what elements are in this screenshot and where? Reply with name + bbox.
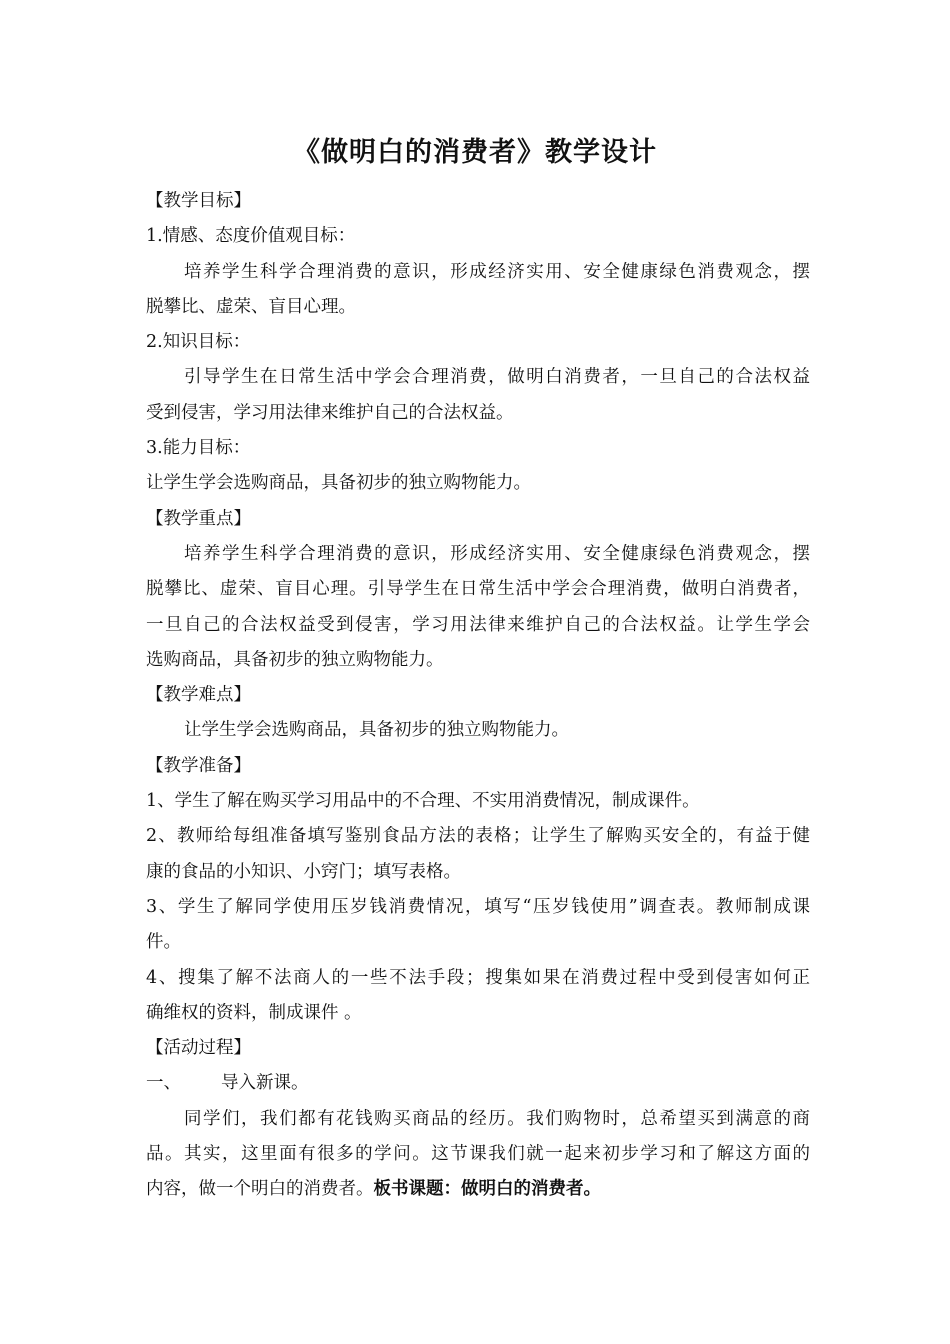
heading-activity-process: 【活动过程】 bbox=[146, 1038, 251, 1059]
goal-3-heading: 3.能力目标： bbox=[146, 438, 251, 459]
intro-line-3 bbox=[146, 1172, 810, 1207]
key-points-line-1: 培养学生科学合理消费的意识，形成经济实用、安全健康绿色消费观念，摆 bbox=[184, 543, 810, 564]
key-points-line-2: 脱攀比、虚荣、盲目心理。引导学生在日常生活中学会合理消费，做明白消费者， bbox=[146, 579, 810, 600]
goal-3-text: 让学生学会选购商品，具备初步的独立购物能力。 bbox=[146, 473, 531, 494]
heading-key-points: 【教学重点】 bbox=[146, 508, 251, 529]
heading-preparation: 【教学准备】 bbox=[146, 755, 251, 776]
section-1-title: 导入新课。 bbox=[221, 1073, 309, 1094]
goal-1-heading: 1.情感、态度价值观目标： bbox=[146, 226, 356, 247]
intro-line-3-text: 内容，做一个明白的消费者。 bbox=[146, 1179, 374, 1200]
goal-2-text-line-1: 引导学生在日常生活中学会合理消费，做明白消费者，一旦自己的合法权益 bbox=[184, 367, 810, 388]
preparation-item-1: 1、学生了解在购买学习用品中的不合理、不实用消费情况，制成课件。 bbox=[146, 791, 700, 812]
section-1-heading bbox=[146, 1066, 810, 1101]
goal-1-text-line-2: 脱攀比、虚荣、盲目心理。 bbox=[146, 296, 356, 317]
intro-line-1: 同学们，我们都有花钱购买商品的经历。我们购物时，总希望买到满意的商 bbox=[184, 1108, 810, 1129]
intro-line-2: 品。其实，这里面有很多的学问。这节课我们就一起来初步学习和了解这方面的 bbox=[146, 1144, 810, 1165]
goal-1-text-line-1: 培养学生科学合理消费的意识，形成经济实用、安全健康绿色消费观念，摆 bbox=[184, 261, 810, 282]
board-title-bold: 板书课题：做明白的消费者。 bbox=[373, 1179, 601, 1200]
document-body bbox=[146, 184, 810, 1208]
preparation-item-2-line-1: 2、教师给每组准备填写鉴别食品方法的表格；让学生了解购买安全的，有益于健 bbox=[146, 826, 810, 847]
preparation-item-4-line-1: 4、搜集了解不法商人的一些不法手段；搜集如果在消费过程中受到侵害如何正 bbox=[146, 967, 810, 988]
section-1-number: 一、 bbox=[146, 1073, 181, 1094]
preparation-item-3-line-2: 件。 bbox=[146, 932, 181, 953]
difficulties-text: 让学生学会选购商品，具备初步的独立购物能力。 bbox=[184, 720, 569, 741]
preparation-item-2-line-2: 康的食品的小知识、小窍门；填写表格。 bbox=[146, 861, 461, 882]
heading-difficulties: 【教学难点】 bbox=[146, 685, 251, 706]
goal-2-text-line-2: 受到侵害，学习用法律来维护自己的合法权益。 bbox=[146, 402, 514, 423]
key-points-line-3: 一旦自己的合法权益受到侵害，学习用法律来维护自己的合法权益。让学生学会 bbox=[146, 614, 810, 635]
document-title: 《做明白的消费者》教学设计 bbox=[293, 137, 657, 168]
heading-teaching-goals: 【教学目标】 bbox=[146, 191, 251, 211]
key-points-line-4: 选购商品，具备初步的独立购物能力。 bbox=[146, 649, 444, 670]
goal-2-heading: 2.知识目标： bbox=[146, 332, 251, 353]
preparation-item-4-line-2: 确维权的资料，制成课件 。 bbox=[146, 1002, 362, 1023]
preparation-item-3-line-1: 3、学生了解同学使用压岁钱消费情况，填写“压岁钱使用”调查表。教师制成课 bbox=[146, 896, 810, 917]
